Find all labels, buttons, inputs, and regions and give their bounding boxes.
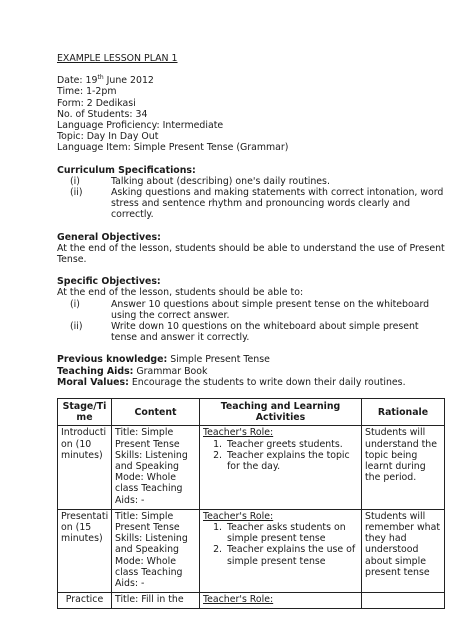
item-text: Talking about (describing) one's daily routines. bbox=[111, 175, 330, 187]
table-row bbox=[58, 593, 445, 609]
item-number: (ii) bbox=[70, 321, 83, 333]
stage-cell: Presentati on (15 minutes) bbox=[58, 509, 112, 592]
specific-objectives-heading: Specific Objectives: bbox=[57, 276, 161, 288]
table-header-row bbox=[58, 399, 445, 426]
table-row bbox=[58, 426, 445, 509]
moral-values-label: Moral Values: bbox=[57, 376, 129, 388]
curriculum-item bbox=[57, 187, 447, 221]
specific-objectives-intro: At the end of the lesson, students should be able to: bbox=[57, 287, 304, 299]
item-number: (ii) bbox=[70, 187, 83, 199]
item-text: Asking questions and making statements with correct intonation, word stress and sentence rhythm and pronouncing words clearly and correctly. bbox=[111, 187, 444, 221]
content-cell: Title: Simple Present Tense Skills: Listening and Speaking Mode: Whole class Teaching Aids: - bbox=[112, 509, 200, 592]
teacher-role-label: Teacher's Role: bbox=[203, 510, 274, 522]
stage-cell: Introducti on (10 minutes) bbox=[58, 426, 112, 509]
previous-knowledge-line bbox=[57, 354, 447, 365]
lesson-details bbox=[57, 75, 447, 153]
rationale-cell: Students will remember what they had understood about simple present tense bbox=[362, 509, 445, 592]
header-content: Content bbox=[112, 399, 200, 426]
date-line bbox=[57, 75, 447, 86]
date-prefix: Date: 19 bbox=[57, 75, 98, 87]
activity-steps bbox=[203, 522, 358, 567]
teaching-aids-line bbox=[57, 366, 447, 377]
date-suffix: June 2012 bbox=[103, 75, 154, 87]
rationale-cell: Students will understand the topic being learnt during the period. bbox=[362, 426, 445, 509]
curriculum-item bbox=[57, 176, 447, 187]
activity-steps bbox=[203, 439, 358, 473]
activity-step: 2. Teacher explains the use of simple present tense bbox=[225, 544, 358, 566]
activity-step: 1. Teacher asks students on simple present tense bbox=[225, 522, 358, 544]
moral-values-value: Encourage the students to write down their daily routines. bbox=[128, 376, 406, 388]
header-rationale: Rationale bbox=[362, 399, 445, 426]
content-cell: Title: Simple Present Tense Skills: Listening and Speaking Mode: Whole class Teaching Aids: - bbox=[112, 426, 200, 509]
previous-knowledge-value: Simple Present Tense bbox=[167, 354, 270, 366]
activities-cell bbox=[200, 593, 362, 609]
topic-line: Topic: Day In Day Out bbox=[57, 131, 159, 143]
header-activities: Teaching and Learning Activities bbox=[200, 399, 362, 426]
time-line: Time: 1-2pm bbox=[57, 86, 117, 98]
document-title: EXAMPLE LESSON PLAN 1 bbox=[57, 53, 178, 64]
language-item-line: Language Item: Simple Present Tense (Grammar) bbox=[57, 142, 289, 154]
students-line: No. of Students: 34 bbox=[57, 108, 148, 120]
date-superscript: th bbox=[97, 74, 104, 82]
teaching-aids-value: Grammar Book bbox=[133, 365, 208, 377]
stage-cell: Practice bbox=[58, 593, 112, 609]
general-objectives-text: At the end of the lesson, students should be able to understand the use of Present Tense. bbox=[57, 242, 445, 266]
content-cell: Title: Fill in the bbox=[112, 593, 200, 609]
item-text: Answer 10 questions about simple present tense on the whiteboard using the correct answer. bbox=[111, 298, 430, 321]
teaching-aids-label: Teaching Aids: bbox=[57, 365, 134, 377]
activity-step: 1. Teacher greets students. bbox=[225, 439, 358, 450]
rationale-cell bbox=[362, 593, 445, 609]
specific-objective-item bbox=[57, 321, 447, 343]
header-stage: Stage/Ti me bbox=[58, 399, 112, 426]
activity-step: 2. Teacher explains the topic for the day. bbox=[225, 450, 358, 472]
general-objectives-heading: General Objectives: bbox=[57, 231, 161, 243]
teacher-role-label: Teacher's Role: bbox=[203, 427, 274, 439]
curriculum-heading: Curriculum Specifications: bbox=[57, 164, 196, 176]
lesson-plan-table bbox=[57, 398, 445, 609]
form-line: Form: 2 Dedikasi bbox=[57, 97, 136, 109]
item-number: (i) bbox=[70, 175, 80, 187]
activities-cell bbox=[200, 509, 362, 592]
previous-knowledge-label: Previous knowledge: bbox=[57, 354, 168, 366]
item-text: Write down 10 questions on the whiteboard about simple present tense and answer it correctly. bbox=[111, 321, 419, 344]
table-row bbox=[58, 509, 445, 592]
proficiency-line: Language Proficiency: Intermediate bbox=[57, 120, 224, 132]
activities-cell bbox=[200, 426, 362, 509]
moral-values-line bbox=[57, 377, 447, 388]
lesson-plan-body bbox=[57, 53, 447, 388]
specific-objective-item bbox=[57, 299, 447, 321]
teacher-role-label: Teacher's Role: bbox=[203, 594, 274, 606]
item-number: (i) bbox=[70, 298, 80, 310]
